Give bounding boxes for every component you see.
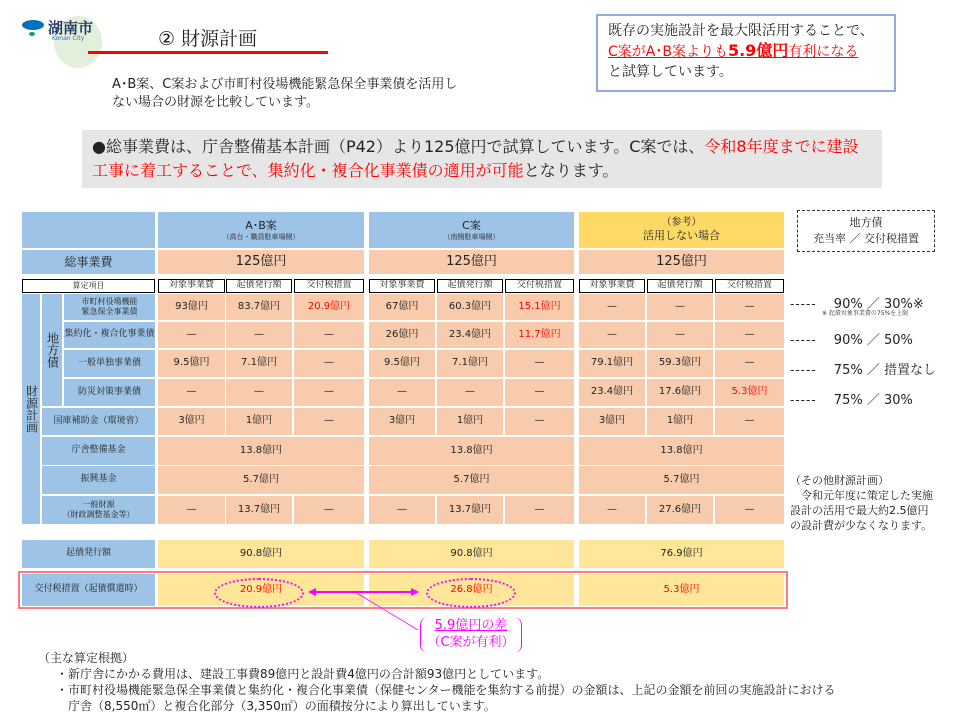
group-header-0 xyxy=(158,212,364,248)
table-cell: — xyxy=(505,408,574,435)
table-cell: — xyxy=(505,350,574,377)
table-cell: — xyxy=(294,379,364,406)
rates-footnote: ※ 起債対象事業費の75%を上限 xyxy=(822,310,909,317)
table-cell: 23.4億円 xyxy=(437,322,503,348)
table-cell: — xyxy=(294,408,364,435)
table-cell: 3億円 xyxy=(369,408,435,435)
table-cell: 93億円 xyxy=(158,294,225,320)
bond-total: 90.8億円 xyxy=(158,540,364,568)
table-cell: 13.7億円 xyxy=(226,496,292,524)
grant-total: 5.3億円 xyxy=(579,574,784,606)
bond-total: 76.9億円 xyxy=(579,540,784,568)
bond-total-label: 起債発行額 xyxy=(22,540,155,568)
table-cell: — xyxy=(579,496,645,524)
row-label: 集約化・複合化事業債 xyxy=(64,322,155,348)
table-cell: — xyxy=(505,496,574,524)
group-total-2: 125億円 xyxy=(579,250,784,274)
table-cell: — xyxy=(715,408,784,435)
table-cell: — xyxy=(715,496,784,524)
grant-total-label: 交付税措置（起債償還時） xyxy=(22,574,155,606)
intro-text: A･B案、C案および市町村役場機能緊急保全事業債を活用し ない場合の財源を比較しています。 xyxy=(112,77,458,110)
logo-mark-icon xyxy=(22,20,44,30)
table-cell: — xyxy=(647,294,713,320)
table-cell: 3億円 xyxy=(158,408,225,435)
table-cell: — xyxy=(158,496,225,524)
table-cell: 79.1億円 xyxy=(579,350,645,377)
group-title: A･B案 xyxy=(245,218,277,232)
row-label: 市町村役場機能 緊急保全事業債 xyxy=(64,294,155,320)
local-bond-label: 地方債 xyxy=(42,294,62,406)
table-cell: — xyxy=(579,294,645,320)
group-header-2 xyxy=(579,212,784,248)
table-cell: 20.9億円 xyxy=(294,294,364,320)
item-header: 算定項目 xyxy=(22,279,155,293)
table-cell: 83.7億円 xyxy=(226,294,292,320)
table-cell: 7.1億円 xyxy=(437,350,503,377)
bond-total: 90.8億円 xyxy=(369,540,574,568)
table-cell: 1億円 xyxy=(226,408,292,435)
calculation-basis: （主な算定根拠） ・新庁舎にかかる費用は、建設工事費89億円と設計費4億円の合計額93億円としています。 ・市町村役場機能緊急保全事業債と集約化・複合化事業債（保健センター機能を集約する前提）の金額は、上記の金額を前回の実施設計における 庁舎（8,550㎡）と複合化部分（3,350㎡）の面積按分により算出しています。 xyxy=(38,651,836,713)
table-cell: 23.4億円 xyxy=(579,379,645,406)
sub-header: 対象事業費 xyxy=(579,279,645,293)
sub-header: 交付税措置 xyxy=(715,279,784,293)
table-cell: 67億円 xyxy=(369,294,435,320)
table-corner xyxy=(22,212,155,248)
rate-line: ----- 90% ／ 30%※ xyxy=(790,297,924,312)
table-cell: 5.7億円 xyxy=(158,466,364,494)
table-cell: — xyxy=(579,322,645,348)
table-cell: 3億円 xyxy=(579,408,645,435)
difference-callout: 5.9億円の差 （C案が有利） xyxy=(420,617,522,653)
page-title: ② 財源計画 xyxy=(158,28,258,50)
rates-legend-box: 地方債 充当率 ／ 交付税措置 xyxy=(797,210,935,252)
rate-line: ----- 90% ／ 50% xyxy=(790,333,913,348)
summary-banner: ●総事業費は、庁舎整備基本計画（P42）より125億円で試算しています。C案では、令和8年度までに建設工事に着工することで、集約化・複合化事業債の適用が可能となります。 xyxy=(82,130,882,188)
table-cell: 17.6億円 xyxy=(647,379,713,406)
table-cell: 1億円 xyxy=(647,408,713,435)
table-cell: 60.3億円 xyxy=(437,294,503,320)
sub-header: 交付税措置 xyxy=(294,279,364,293)
table-cell: 13.8億円 xyxy=(158,437,364,465)
row-label: 防災対策事業債 xyxy=(64,379,155,406)
table-cell: — xyxy=(226,379,292,406)
logo-sub: Konan City xyxy=(52,35,85,42)
callout-box: 既存の実施設計を最大限活用することで、 C案がA･B案よりも5.9億円有利になる と試算しています。 xyxy=(596,14,896,92)
row-label: 一般財源 （財政調整基金等） xyxy=(42,496,155,524)
table-cell: 9.5億円 xyxy=(369,350,435,377)
group-total-1: 125億円 xyxy=(369,250,574,274)
table-cell: — xyxy=(715,294,784,320)
sub-header: 起債発行額 xyxy=(226,279,292,293)
rate-line: ----- 75% ／ 措置なし xyxy=(790,363,936,378)
grant-total: 26.8億円 xyxy=(369,574,574,606)
table-cell: 1億円 xyxy=(437,408,503,435)
group-header-1 xyxy=(369,212,574,248)
row-label: 国庫補助金（環境省） xyxy=(42,408,155,435)
table-cell: 13.7億円 xyxy=(437,496,503,524)
logo-name: 湖南市 xyxy=(48,19,94,37)
table-cell: 59.3億円 xyxy=(647,350,713,377)
table-cell: — xyxy=(505,379,574,406)
table-cell: — xyxy=(369,496,435,524)
group-title: C案 xyxy=(462,218,481,232)
table-cell: 7.1億円 xyxy=(226,350,292,377)
rate-line: ----- 75% ／ 30% xyxy=(790,393,913,408)
table-cell: — xyxy=(226,322,292,348)
title-underline xyxy=(88,51,328,54)
table-cell: — xyxy=(437,379,503,406)
finance-plan-label: 財源計画 xyxy=(22,294,40,524)
sub-header: 起債発行額 xyxy=(437,279,503,293)
table-cell: — xyxy=(294,496,364,524)
table-cell: 27.6億円 xyxy=(647,496,713,524)
table-cell: 11.7億円 xyxy=(505,322,574,348)
table-cell: 15.1億円 xyxy=(505,294,574,320)
sub-header: 対象事業費 xyxy=(369,279,435,293)
table-cell: 13.8億円 xyxy=(369,437,574,465)
table-cell: — xyxy=(294,350,364,377)
group-subtitle: 活用しない場合 xyxy=(643,229,720,243)
sub-header: 交付税措置 xyxy=(505,279,574,293)
table-cell: — xyxy=(158,379,225,406)
row-label: 庁舎整備基金 xyxy=(42,437,155,465)
group-total-0: 125億円 xyxy=(158,250,364,274)
grant-total: 20.9億円 xyxy=(158,574,364,606)
table-cell: 5.7億円 xyxy=(369,466,574,494)
sub-header: 起債発行額 xyxy=(647,279,713,293)
table-cell: — xyxy=(715,350,784,377)
row-label: 振興基金 xyxy=(42,466,155,494)
table-cell: 13.8億円 xyxy=(579,437,784,465)
table-cell: — xyxy=(715,322,784,348)
table-cell: 5.3億円 xyxy=(715,379,784,406)
other-finance-note: （その他財源計画） 令和元年度に策定した実施 設計の活用で最大約2.5億円 の設計費が少なくなります。 xyxy=(790,474,933,532)
table-cell: — xyxy=(647,322,713,348)
logo xyxy=(20,12,110,72)
total-cost-label: 総事業費 xyxy=(22,250,155,274)
table-cell: 26億円 xyxy=(369,322,435,348)
table-cell: 9.5億円 xyxy=(158,350,225,377)
row-label: 一般単独事業債 xyxy=(64,350,155,377)
table-cell: — xyxy=(294,322,364,348)
ab-grant-ellipse xyxy=(214,578,304,608)
table-cell: — xyxy=(369,379,435,406)
sub-header: 対象事業費 xyxy=(158,279,225,293)
group-title: （参考） xyxy=(661,216,702,228)
table-cell: 5.7億円 xyxy=(579,466,784,494)
group-subtitle: （南側駐車場側） xyxy=(443,232,500,241)
table-cell: — xyxy=(158,322,225,348)
group-subtitle: （高台・職員駐車場側） xyxy=(222,232,300,241)
